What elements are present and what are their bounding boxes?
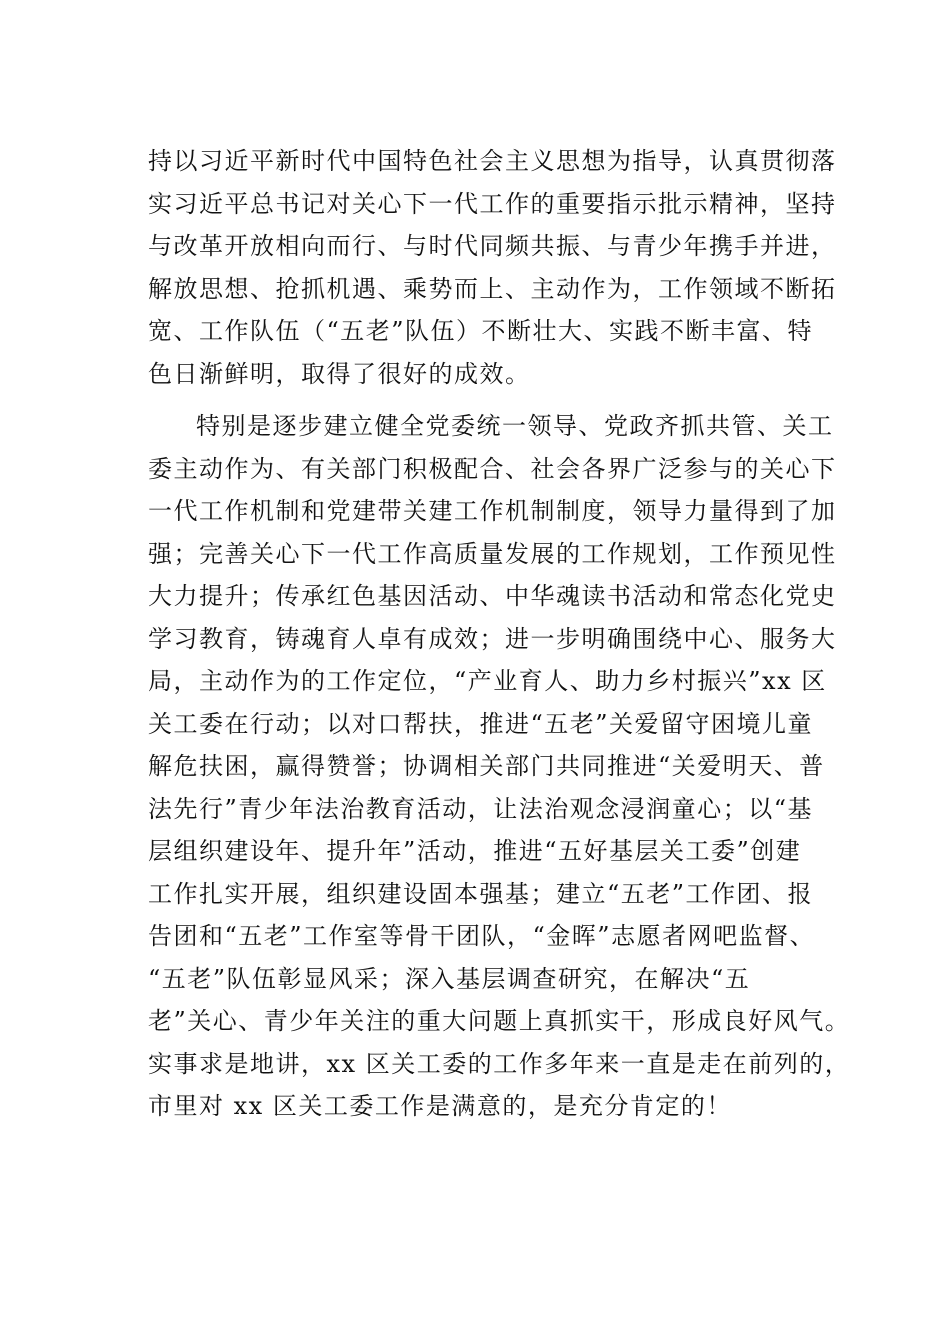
paragraph-line: 持以习近平新时代中国特色社会主义思想为指导，认真贯彻落 xyxy=(148,147,837,175)
paragraph-line: 特别是逐步建立健全党委统一领导、党政齐抓共管、关工 xyxy=(196,412,834,440)
paragraph-line: 关工委在行动；以对口帮扶，推进“五老”关爱留守困境儿童 xyxy=(148,709,814,738)
paragraph-line: 一代工作机制和党建带关建工作机制制度，领导力量得到了加 xyxy=(148,497,837,525)
paragraph-gap xyxy=(148,395,848,405)
paragraph-line: 委主动作为、有关部门积极配合、社会各界广泛参与的关心下 xyxy=(148,454,837,483)
paragraph-line: 解放思想、抢抓机遇、乘势而上、主动作为，工作领域不断拓 xyxy=(148,274,837,303)
paragraph-line: 层组织建设年、提升年”活动，推进“五好基层关工委”创建 xyxy=(148,837,802,865)
paragraph-line: 宽、工作队伍（“五老”队伍）不断壮大、实践不断丰富、特 xyxy=(148,317,814,345)
document-body xyxy=(148,140,851,1128)
paragraph-line: 老”关心、青少年关注的重大问题上真抓实干，形成良好风气。 xyxy=(148,1007,851,1035)
paragraph-line: 解危扶困，赢得赞誉；协调相关部门共同推进“关爱明天、普 xyxy=(148,752,825,780)
paragraph-line: 大力提升；传承红色基因活动、中华魂读书活动和常态化党史 xyxy=(148,582,837,610)
paragraph-line: 市里对 xx 区关工委工作是满意的，是充分肯定的！ xyxy=(148,1092,732,1120)
paragraph-line: 法先行”青少年法治教育活动，让法治观念浸润童心；以“基 xyxy=(148,794,814,823)
paragraph-1 xyxy=(148,140,848,395)
paragraph-line: 实习近平总书记对关心下一代工作的重要指示批示精神，坚持 xyxy=(148,189,837,218)
paragraph-line: 强；完善关心下一代工作高质量发展的工作规划，工作预见性 xyxy=(148,539,837,568)
paragraph-line: 色日渐鲜明，取得了很好的成效。 xyxy=(148,359,531,388)
paragraph-line: 实事求是地讲，xx 区关工委的工作多年来一直是走在前列的， xyxy=(148,1049,851,1078)
paragraph-line: 与改革开放相向而行、与时代同频共振、与青少年携手并进， xyxy=(148,232,837,260)
paragraph-line: “五老”队伍彰显风采；深入基层调查研究，在解决“五 xyxy=(148,964,751,993)
paragraph-2 xyxy=(148,405,851,1128)
paragraph-line: 工作扎实开展，组织建设固本强基；建立“五老”工作团、报 xyxy=(148,879,814,908)
paragraph-line: 告团和“五老”工作室等骨干团队，“金晖”志愿者网吧监督、 xyxy=(148,922,816,950)
paragraph-line: 局，主动作为的工作定位，“产业育人、助力乡村振兴”xx 区 xyxy=(148,667,827,695)
paragraph-line: 学习教育，铸魂育人卓有成效；进一步明确围绕中心、服务大 xyxy=(148,624,837,653)
